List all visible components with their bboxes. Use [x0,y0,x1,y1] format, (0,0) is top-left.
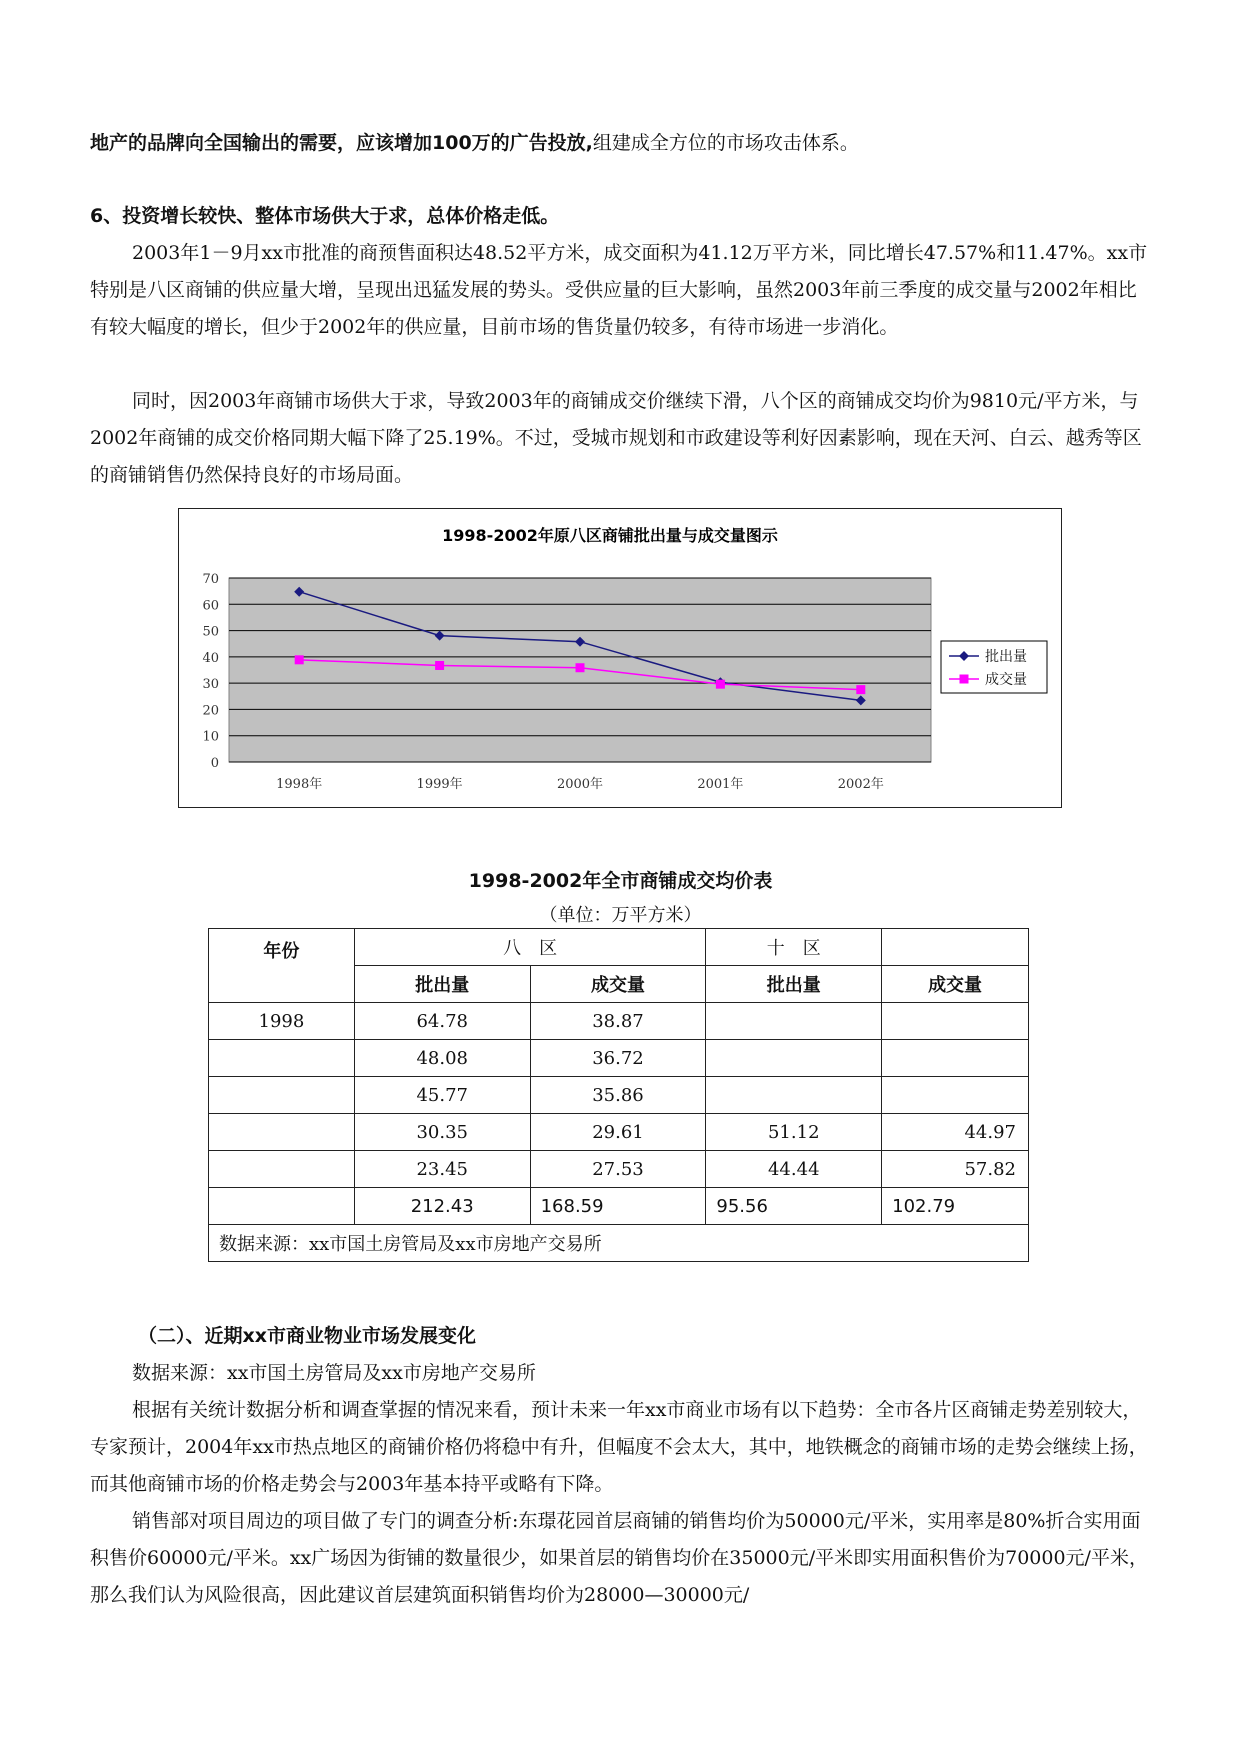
header-group-8: 八 区 [354,929,706,966]
cell [706,1003,882,1040]
y-tick-label: 40 [202,650,219,666]
cell: 36.72 [530,1040,706,1077]
cell: 57.82 [882,1151,1029,1188]
header-group-10: 十 区 [706,929,882,966]
header-sub-3: 批出量 [706,966,882,1003]
data-point-square [856,685,865,694]
data-point-square [295,655,304,664]
chart-svg [179,509,1061,807]
x-tick-label: 1998年 [276,777,323,792]
cell [706,1077,882,1114]
table-row [209,1003,1029,1040]
section-2-heading: （二）、近期xx市商业物业市场发展变化 [138,1325,477,1347]
x-tick-label: 2000年 [556,777,604,792]
table-source: 数据来源：xx市国土房管局及xx市房地产交易所 [209,1225,1029,1262]
cell: 44.44 [706,1151,882,1188]
y-tick-label: 70 [202,572,219,587]
cell: 23.45 [354,1151,530,1188]
table-total-row [209,1188,1029,1225]
table-header-row-1 [209,929,1029,966]
cell: 45.77 [354,1077,530,1114]
paragraph-4: 销售部对项目周边的项目做了专门的调查分析:东璟花园首层商铺的销售均价为50000元/平米，实用率是80%折合实用面积售价60000元/平米。xx广场因为街铺的数量很少，如果首层的销售均价在35000元/平米即实用面积售价为70000元/平米，那么我们认为风险很高，因此建议首层建筑面积销售均价为28000—30000元/ [90,1510,1148,1606]
data-point-square [716,680,725,689]
x-tick-label: 2001年 [697,777,744,792]
total-cell: 95.56 [706,1188,882,1225]
paragraph-3: 根据有关统计数据分析和调查掌握的情况来看，预计未来一年xx市商业市场有以下趋势：全市各片区商铺走势差别较大，专家预计，2004年xx市热点地区的商铺价格仍将稳中有升，但幅度不会太大，其中，地铁概念的商铺市场的走势会继续上扬，而其他商铺市场的价格走势会与2003年基本持平或略有下降。 [90,1399,1148,1495]
data-point-square [576,663,585,672]
legend-label: 成交量 [985,672,1027,688]
table-row [209,1077,1029,1114]
cell: 29.61 [530,1114,706,1151]
y-tick-label: 60 [202,598,219,614]
intro-bold: 地产的品牌向全国输出的需要，应该增加100万的广告投放, [90,132,593,154]
cell: 44.97 [882,1114,1029,1151]
table-source-row [209,1225,1029,1262]
table-title: 1998-2002年全市商铺成交均价表 [468,870,773,892]
paragraph-1: 2003年1－9月xx市批准的商预售面积达48.52平方米，成交面积为41.12万平方米，同比增长47.57%和11.47%。xx市特别是八区商铺的供应量大增，呈现出迅猛发展的势头。受供应量的巨大影响，虽然2003年前三季度的成交量与2002年相比有较大幅度的增长，但少于2002年的供应量，目前市场的售货量仍较多，有待市场进一步消化。 [90,242,1148,338]
y-tick-label: 30 [202,677,219,693]
chart-title: 1998-2002年原八区商铺批出量与成交量图示 [442,526,778,545]
total-cell: 212.43 [354,1188,530,1225]
header-year: 年份 [209,929,355,1003]
line-chart [178,508,1062,808]
data-point-square [435,661,444,670]
section-6-heading: 6、投资增长较快、整体市场供大于求，总体价格走低。 [90,205,560,227]
cell: 51.12 [706,1114,882,1151]
total-cell: 168.59 [530,1188,706,1225]
legend-marker-square [960,675,969,684]
table-row [209,1151,1029,1188]
intro-line [90,125,1150,162]
cell [882,1077,1029,1114]
header-sub-1: 批出量 [354,966,530,1003]
cell [882,1040,1029,1077]
y-tick-label: 20 [202,703,219,719]
total-cell: 102.79 [882,1188,1029,1225]
cell: 64.78 [354,1003,530,1040]
total-label [209,1188,355,1225]
y-tick-label: 0 [210,756,219,771]
cell-year [209,1040,355,1077]
table-row [209,1114,1029,1151]
x-tick-label: 1999年 [416,777,463,792]
price-table [208,928,1029,1262]
cell: 30.35 [354,1114,530,1151]
paragraph-2: 同时，因2003年商铺市场供大于求，导致2003年的商铺成交价继续下滑，八个区的商铺成交均价为9810元/平方米，与2002年商铺的成交价格同期大幅下降了25.19%。不过，受城市规划和市政建设等利好因素影响，现在天河、白云、越秀等区的商铺销售仍然保持良好的市场局面。 [90,390,1142,486]
cell-year [209,1114,355,1151]
cell [706,1040,882,1077]
cell: 38.87 [530,1003,706,1040]
cell: 27.53 [530,1151,706,1188]
cell-year [209,1077,355,1114]
cell-year [209,1151,355,1188]
source-line: 数据来源：xx市国土房管局及xx市房地产交易所 [132,1362,536,1384]
y-tick-label: 50 [202,624,219,640]
cell: 48.08 [354,1040,530,1077]
cell-year: 1998 [209,1003,355,1040]
intro-rest: 组建成全方位的市场攻击体系。 [592,132,859,154]
legend-label: 批出量 [985,649,1027,665]
cell: 35.86 [530,1077,706,1114]
header-blank [882,929,1029,966]
y-tick-label: 10 [202,729,219,745]
header-sub-4: 成交量 [882,966,1029,1003]
table-row [209,1040,1029,1077]
header-sub-2: 成交量 [530,966,706,1003]
table-unit: （单位：万平方米） [539,905,702,926]
cell [882,1003,1029,1040]
x-tick-label: 2002年 [837,777,884,792]
